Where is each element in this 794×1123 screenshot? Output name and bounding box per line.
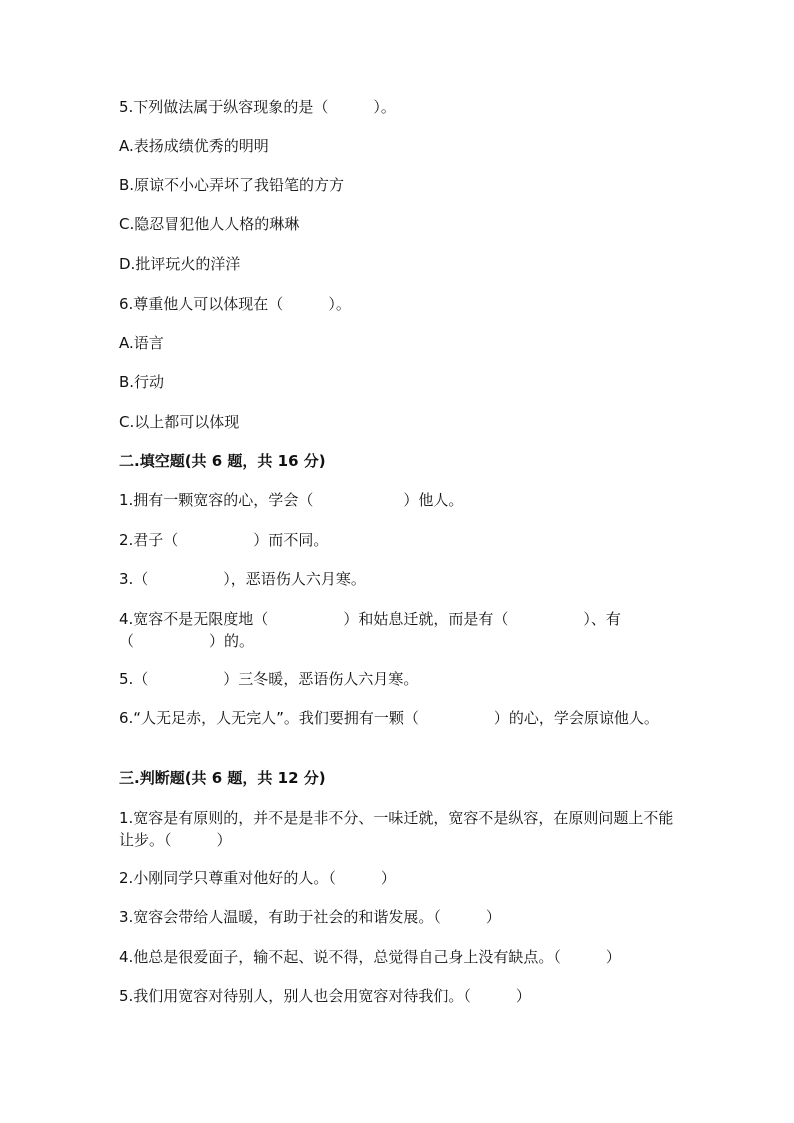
fill-item-5: 5.（ ）三冬暖，恶语伤人六月寒。 bbox=[119, 670, 419, 688]
fill-item-6: 6.“人无足赤，人无完人”。我们要拥有一颗（ ）的心，学会原谅他人。 bbox=[119, 709, 659, 727]
mc-q5-option-d: D.批评玩火的洋洋 bbox=[119, 255, 241, 273]
judge-item-5: 5.我们用宽容对待别人，别人也会用宽容对待我们。（ ） bbox=[119, 987, 531, 1005]
mc-q5-option-a: A.表扬成绩优秀的明明 bbox=[119, 137, 269, 155]
fill-item-3: 3.（ ），恶语伤人六月寒。 bbox=[119, 570, 366, 588]
fill-item-4: 4.宽容不是无限度地（ ）和姑息迁就，而是有（ ）、有（ ）的。 bbox=[119, 610, 621, 650]
judge-item-1: 1.宽容是有原则的，并不是是非不分、一味迁就，宽容不是纵容，在原则问题上不能让步。（ ） bbox=[119, 809, 674, 849]
mc-q6-option-a: A.语言 bbox=[119, 334, 164, 352]
mc-q5-option-b: B.原谅不小心弄坏了我铅笔的方方 bbox=[119, 176, 345, 194]
judge-item-3: 3.宽容会带给人温暖，有助于社会的和谐发展。（ ） bbox=[119, 908, 501, 926]
mc-q6-option-b: B.行动 bbox=[119, 373, 165, 391]
mc-q6-option-c: C.以上都可以体现 bbox=[119, 413, 240, 431]
fill-item-2: 2.君子（ ）而不同。 bbox=[119, 531, 329, 549]
fill-section-heading: 二.填空题(共 6 题，共 16 分) bbox=[119, 452, 326, 470]
fill-item-1: 1.拥有一颗宽容的心，学会（ ）他人。 bbox=[119, 491, 464, 509]
judge-section-heading: 三.判断题(共 6 题，共 12 分) bbox=[119, 769, 326, 787]
judge-item-4: 4.他总是很爱面子，输不起、说不得，总觉得自己身上没有缺点。（ ） bbox=[119, 948, 621, 966]
mc-question-6: 6.尊重他人可以体现在（ ）。 bbox=[119, 295, 351, 313]
mc-question-5: 5.下列做法属于纵容现象的是（ ）。 bbox=[119, 98, 396, 116]
mc-q5-option-c: C.隐忍冒犯他人人格的琳琳 bbox=[119, 215, 300, 233]
judge-item-2: 2.小刚同学只尊重对他好的人。（ ） bbox=[119, 869, 396, 887]
